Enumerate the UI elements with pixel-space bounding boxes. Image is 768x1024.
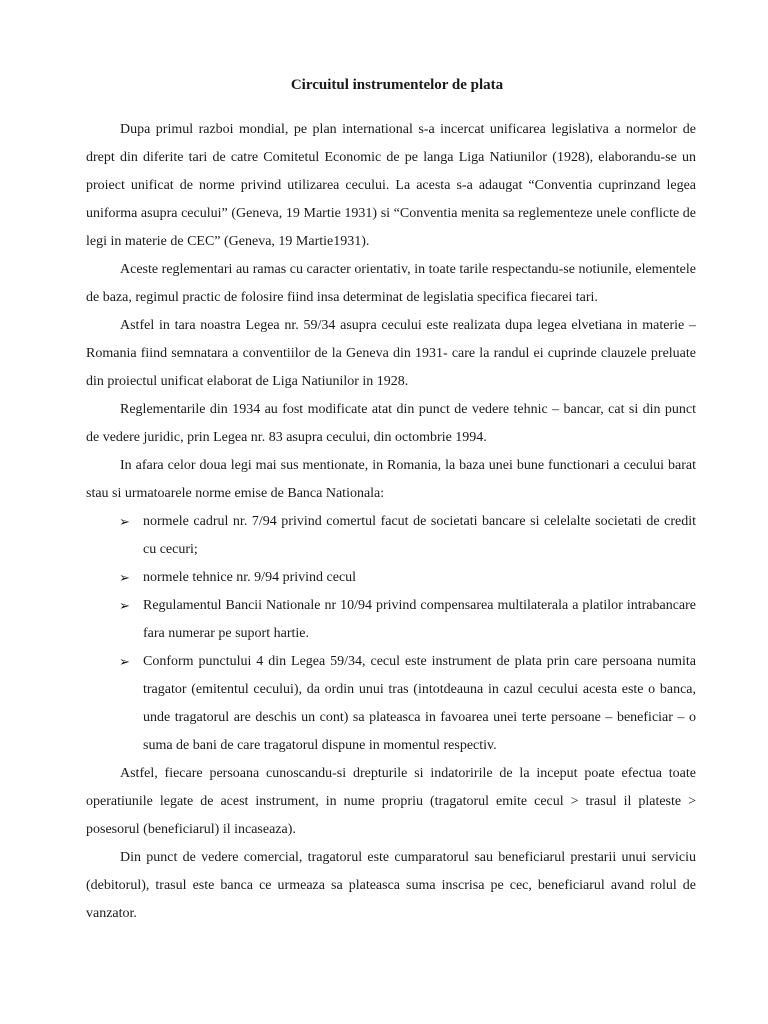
arrowhead-bullet-icon: ➢ xyxy=(119,570,130,585)
paragraph: In afara celor doua legi mai sus mentionate, in Romania, la baza unei bune functionari a cecului barat stau si urmatoarele norme emise de Banca Nationala: xyxy=(86,458,696,501)
list-item xyxy=(116,564,696,592)
list-item xyxy=(116,508,696,564)
paragraph: Dupa primul razboi mondial, pe plan international s-a incercat unificarea legislativa a normelor de drept din diferite tari de catre Comitetul Economic de pe langa Liga Natiunilor (1928), elaborandu-se un proiect unificat de norme privind utilizarea cecului. La acesta s-a adaugat “Conventia cuprinzand legea uniforma asupra cecului” (Geneva, 19 Martie 1931) si “Conventia menita sa reglementeze unele conflicte de legi in materie de CEC” (Geneva, 19 Martie1931). xyxy=(86,122,696,249)
list-item-text: Conform punctului 4 din Legea 59/34, cecul este instrument de plata prin care persoana numita tragator (emitentul cecului), da ordin unui tras (intotdeauna in cazul cecului acesta este o banca, unde tragatorul are deschis un cont) sa plateasca in favoarea unei terte persoane – beneficiar – o suma de bani de care tragatorul dispune in momentul respectiv. xyxy=(143,654,696,753)
paragraph: Reglementarile din 1934 au fost modificate atat din punct de vedere tehnic – bancar, cat si din punct de vedere juridic, prin Legea nr. 83 asupra cecului, din octombrie 1994. xyxy=(86,402,696,445)
paragraph: Astfel in tara noastra Legea nr. 59/34 asupra cecului este realizata dupa legea elvetiana in materie – Romania fiind semnatara a conventiilor de la Geneva din 1931- care la randul ei cuprinde clauzele preluate din proiectul unificat elaborat de Liga Natiunilor in 1928. xyxy=(86,318,696,389)
document-page xyxy=(86,72,696,928)
arrowhead-bullet-icon: ➢ xyxy=(119,598,130,613)
list-item-text: normele cadrul nr. 7/94 privind comertul facut de societati bancare si celelalte societati de credit cu cecuri; xyxy=(143,514,696,557)
document-title: Circuitul instrumentelor de plata xyxy=(290,77,504,93)
list-item xyxy=(116,648,696,760)
list-item-text: Regulamentul Bancii Nationale nr 10/94 privind compensarea multilaterala a platilor intrabancare fara numerar pe suport hartie. xyxy=(143,598,696,641)
paragraph: Din punct de vedere comercial, tragatorul este cumparatorul sau beneficiarul prestarii unui serviciu (debitorul), trasul este banca ce urmeaza sa plateasca suma inscrisa pe cec, beneficiarul avand rolul de vanzator. xyxy=(86,850,696,921)
list-item-text: normele tehnice nr. 9/94 privind cecul xyxy=(143,570,357,585)
paragraph: Astfel, fiecare persoana cunoscandu-si drepturile si indatoririle de la inceput poate efectua toate operatiunile legate de acest instrument, in nume propriu (tragatorul emite cecul > trasul il plateste > posesorul (beneficiarul) il incaseaza). xyxy=(86,766,696,837)
norms-list xyxy=(86,508,696,760)
arrowhead-bullet-icon: ➢ xyxy=(119,654,130,669)
arrowhead-bullet-icon: ➢ xyxy=(119,514,130,529)
paragraph: Aceste reglementari au ramas cu caracter orientativ, in toate tarile respectandu-se notiunile, elementele de baza, regimul practic de folosire fiind insa determinat de legislatia specifica fiecarei tari. xyxy=(86,262,696,305)
list-item xyxy=(116,592,696,648)
